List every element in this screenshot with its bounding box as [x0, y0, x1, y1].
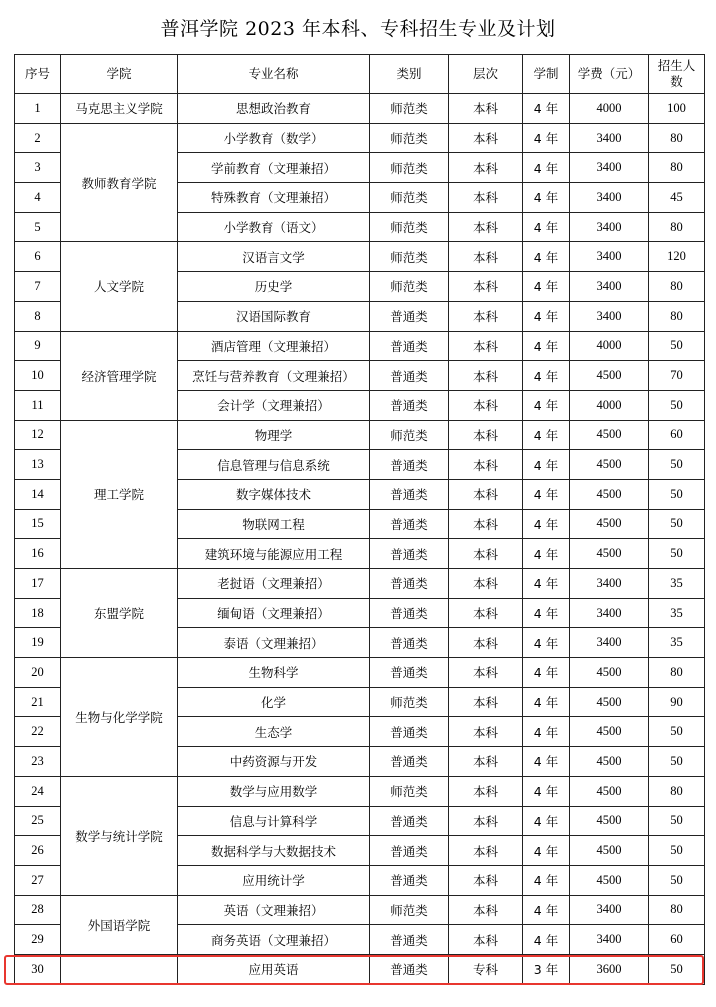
- cell-duration: 4 年: [523, 479, 570, 509]
- cell-seq: 7: [15, 272, 61, 302]
- cell-fee: 4500: [570, 687, 649, 717]
- cell-major: 汉语言文学: [178, 242, 370, 272]
- cell-level: 本科: [449, 272, 523, 302]
- cell-college: 教师教育学院: [61, 123, 178, 242]
- cell-category: 普通类: [370, 479, 449, 509]
- cell-category: 普通类: [370, 390, 449, 420]
- cell-level: 本科: [449, 747, 523, 777]
- cell-category: 普通类: [370, 509, 449, 539]
- cell-duration: 4 年: [523, 331, 570, 361]
- cell-duration: 4 年: [523, 94, 570, 124]
- cell-major: 信息与计算科学: [178, 806, 370, 836]
- cell-category: 师范类: [370, 94, 449, 124]
- cell-major: 缅甸语（文理兼招）: [178, 598, 370, 628]
- cell-level: 本科: [449, 123, 523, 153]
- cell-fee: 4500: [570, 836, 649, 866]
- cell-seq: 29: [15, 925, 61, 955]
- cell-duration: 4 年: [523, 361, 570, 391]
- cell-seq: 23: [15, 747, 61, 777]
- cell-college: 外国语学院: [61, 895, 178, 954]
- cell-category: 普通类: [370, 836, 449, 866]
- cell-category: 普通类: [370, 865, 449, 895]
- cell-quota: 50: [649, 331, 705, 361]
- cell-level: 本科: [449, 658, 523, 688]
- cell-fee: 4000: [570, 331, 649, 361]
- cell-quota: 120: [649, 242, 705, 272]
- cell-college: 人文学院: [61, 242, 178, 331]
- header-level: 层次: [449, 55, 523, 94]
- cell-category: 普通类: [370, 598, 449, 628]
- cell-quota: 80: [649, 658, 705, 688]
- cell-duration: 4 年: [523, 272, 570, 302]
- cell-seq: 28: [15, 895, 61, 925]
- cell-level: 本科: [449, 509, 523, 539]
- cell-quota: 45: [649, 183, 705, 213]
- cell-seq: 21: [15, 687, 61, 717]
- cell-seq: 15: [15, 509, 61, 539]
- cell-major: 历史学: [178, 272, 370, 302]
- cell-seq: 3: [15, 153, 61, 183]
- cell-level: 本科: [449, 569, 523, 599]
- cell-fee: 4500: [570, 865, 649, 895]
- cell-category: 师范类: [370, 242, 449, 272]
- cell-seq: 30: [15, 954, 61, 984]
- cell-level: 本科: [449, 331, 523, 361]
- cell-quota: 50: [649, 539, 705, 569]
- cell-fee: 4500: [570, 747, 649, 777]
- cell-seq: 17: [15, 569, 61, 599]
- cell-quota: 80: [649, 776, 705, 806]
- cell-fee: 4500: [570, 361, 649, 391]
- header-college: 学院: [61, 55, 178, 94]
- cell-quota: 35: [649, 598, 705, 628]
- cell-fee: 4500: [570, 509, 649, 539]
- cell-category: 师范类: [370, 687, 449, 717]
- cell-quota: 50: [649, 865, 705, 895]
- table-body: [15, 94, 705, 985]
- cell-duration: 4 年: [523, 539, 570, 569]
- cell-quota: 90: [649, 687, 705, 717]
- cell-quota: 80: [649, 153, 705, 183]
- cell-quota: 80: [649, 123, 705, 153]
- cell-duration: 4 年: [523, 153, 570, 183]
- cell-major: 信息管理与信息系统: [178, 450, 370, 480]
- cell-duration: 4 年: [523, 509, 570, 539]
- cell-category: 师范类: [370, 776, 449, 806]
- cell-seq: 1: [15, 94, 61, 124]
- cell-fee: 3400: [570, 123, 649, 153]
- cell-fee: 3400: [570, 895, 649, 925]
- cell-major: 泰语（文理兼招）: [178, 628, 370, 658]
- cell-major: 小学教育（数学）: [178, 123, 370, 153]
- cell-fee: 4500: [570, 717, 649, 747]
- cell-level: 本科: [449, 806, 523, 836]
- cell-major: 商务英语（文理兼招）: [178, 925, 370, 955]
- cell-major: 应用英语: [178, 954, 370, 984]
- cell-level: 本科: [449, 628, 523, 658]
- cell-quota: 50: [649, 479, 705, 509]
- cell-duration: 4 年: [523, 390, 570, 420]
- cell-major: 生物科学: [178, 658, 370, 688]
- cell-fee: 3400: [570, 272, 649, 302]
- cell-major: 物理学: [178, 420, 370, 450]
- cell-category: 师范类: [370, 895, 449, 925]
- cell-level: 本科: [449, 687, 523, 717]
- cell-fee: 4500: [570, 776, 649, 806]
- cell-fee: 3400: [570, 183, 649, 213]
- cell-major: 老挝语（文理兼招）: [178, 569, 370, 599]
- cell-seq: 19: [15, 628, 61, 658]
- cell-category: 普通类: [370, 450, 449, 480]
- cell-duration: 4 年: [523, 776, 570, 806]
- cell-level: 本科: [449, 895, 523, 925]
- cell-duration: 4 年: [523, 747, 570, 777]
- cell-major: 特殊教育（文理兼招）: [178, 183, 370, 213]
- cell-seq: 11: [15, 390, 61, 420]
- header-quota: 招生人数: [649, 55, 705, 94]
- cell-duration: 4 年: [523, 301, 570, 331]
- table-row: [15, 123, 705, 153]
- header-seq: 序号: [15, 55, 61, 94]
- cell-level: 本科: [449, 598, 523, 628]
- cell-fee: 4500: [570, 658, 649, 688]
- cell-fee: 3400: [570, 212, 649, 242]
- cell-major: 建筑环境与能源应用工程: [178, 539, 370, 569]
- cell-major: 中药资源与开发: [178, 747, 370, 777]
- cell-level: 本科: [449, 212, 523, 242]
- cell-fee: 3400: [570, 301, 649, 331]
- cell-major: 小学教育（语文）: [178, 212, 370, 242]
- cell-fee: 4500: [570, 420, 649, 450]
- table-row: [15, 658, 705, 688]
- cell-seq: 5: [15, 212, 61, 242]
- cell-college: 马克思主义学院: [61, 94, 178, 124]
- cell-duration: 4 年: [523, 836, 570, 866]
- cell-quota: 50: [649, 717, 705, 747]
- header-fee: 学费（元）: [570, 55, 649, 94]
- cell-seq: 4: [15, 183, 61, 213]
- header-duration: 学制: [523, 55, 570, 94]
- cell-quota: 100: [649, 94, 705, 124]
- cell-major: 烹饪与营养教育（文理兼招）: [178, 361, 370, 391]
- cell-duration: 4 年: [523, 658, 570, 688]
- table-row: [15, 420, 705, 450]
- cell-category: 师范类: [370, 212, 449, 242]
- cell-level: 本科: [449, 183, 523, 213]
- cell-duration: 4 年: [523, 806, 570, 836]
- cell-quota: 60: [649, 420, 705, 450]
- cell-seq: 16: [15, 539, 61, 569]
- cell-quota: 50: [649, 509, 705, 539]
- cell-duration: 4 年: [523, 895, 570, 925]
- header-major: 专业名称: [178, 55, 370, 94]
- enrollment-plan-table: [14, 54, 705, 985]
- cell-fee: 3400: [570, 569, 649, 599]
- cell-seq: 25: [15, 806, 61, 836]
- cell-duration: 4 年: [523, 242, 570, 272]
- cell-category: 师范类: [370, 272, 449, 302]
- cell-quota: 80: [649, 212, 705, 242]
- cell-duration: 4 年: [523, 925, 570, 955]
- table-row: [15, 776, 705, 806]
- cell-quota: 60: [649, 925, 705, 955]
- cell-category: 普通类: [370, 806, 449, 836]
- cell-category: 师范类: [370, 153, 449, 183]
- cell-fee: 4500: [570, 450, 649, 480]
- cell-category: 普通类: [370, 331, 449, 361]
- cell-quota: 35: [649, 569, 705, 599]
- cell-category: 普通类: [370, 628, 449, 658]
- cell-duration: 4 年: [523, 183, 570, 213]
- cell-major: 化学: [178, 687, 370, 717]
- cell-major: 学前教育（文理兼招）: [178, 153, 370, 183]
- header-category: 类别: [370, 55, 449, 94]
- cell-level: 本科: [449, 94, 523, 124]
- cell-seq: 2: [15, 123, 61, 153]
- cell-seq: 9: [15, 331, 61, 361]
- cell-seq: 18: [15, 598, 61, 628]
- cell-quota: 50: [649, 390, 705, 420]
- cell-duration: 4 年: [523, 687, 570, 717]
- table-row: [15, 895, 705, 925]
- table-row: [15, 331, 705, 361]
- cell-seq: 14: [15, 479, 61, 509]
- cell-fee: 3400: [570, 598, 649, 628]
- cell-duration: 3 年: [523, 954, 570, 984]
- cell-category: 普通类: [370, 301, 449, 331]
- cell-fee: 3400: [570, 628, 649, 658]
- cell-seq: 26: [15, 836, 61, 866]
- table-row: [15, 569, 705, 599]
- table-header-row: [15, 55, 705, 94]
- cell-seq: 27: [15, 865, 61, 895]
- cell-major: 英语（文理兼招）: [178, 895, 370, 925]
- cell-level: 本科: [449, 153, 523, 183]
- cell-duration: 4 年: [523, 598, 570, 628]
- cell-category: 普通类: [370, 658, 449, 688]
- cell-duration: 4 年: [523, 717, 570, 747]
- cell-major: 会计学（文理兼招）: [178, 390, 370, 420]
- cell-fee: 4500: [570, 479, 649, 509]
- cell-fee: 3400: [570, 153, 649, 183]
- cell-quota: 50: [649, 806, 705, 836]
- cell-level: 本科: [449, 390, 523, 420]
- cell-category: 普通类: [370, 954, 449, 984]
- cell-college: 理工学院: [61, 420, 178, 568]
- cell-category: 师范类: [370, 183, 449, 213]
- cell-duration: 4 年: [523, 865, 570, 895]
- cell-major: 物联网工程: [178, 509, 370, 539]
- cell-level: 本科: [449, 836, 523, 866]
- cell-duration: 4 年: [523, 212, 570, 242]
- cell-quota: 70: [649, 361, 705, 391]
- cell-category: 普通类: [370, 925, 449, 955]
- cell-category: 师范类: [370, 123, 449, 153]
- cell-seq: 8: [15, 301, 61, 331]
- table-row: [15, 242, 705, 272]
- cell-seq: 22: [15, 717, 61, 747]
- cell-fee: 3400: [570, 925, 649, 955]
- cell-category: 普通类: [370, 747, 449, 777]
- cell-level: 本科: [449, 776, 523, 806]
- cell-major: 数据科学与大数据技术: [178, 836, 370, 866]
- cell-level: 本科: [449, 361, 523, 391]
- cell-quota: 50: [649, 954, 705, 984]
- cell-college: 东盟学院: [61, 569, 178, 658]
- cell-level: 本科: [449, 717, 523, 747]
- cell-level: 本科: [449, 865, 523, 895]
- highlight-box: [4, 955, 704, 985]
- page-title: 普洱学院 2023 年本科、专科招生专业及计划: [160, 18, 556, 40]
- cell-category: 普通类: [370, 569, 449, 599]
- cell-college: 生物与化学学院: [61, 658, 178, 777]
- cell-duration: 4 年: [523, 450, 570, 480]
- cell-major: 酒店管理（文理兼招）: [178, 331, 370, 361]
- table-row: [15, 94, 705, 124]
- cell-level: 本科: [449, 301, 523, 331]
- cell-duration: 4 年: [523, 420, 570, 450]
- cell-level: 本科: [449, 242, 523, 272]
- cell-quota: 80: [649, 272, 705, 302]
- cell-fee: 4000: [570, 390, 649, 420]
- cell-quota: 35: [649, 628, 705, 658]
- cell-level: 本科: [449, 450, 523, 480]
- cell-duration: 4 年: [523, 569, 570, 599]
- cell-category: 普通类: [370, 361, 449, 391]
- cell-seq: 24: [15, 776, 61, 806]
- cell-major: 汉语国际教育: [178, 301, 370, 331]
- cell-level: 本科: [449, 925, 523, 955]
- cell-major: 数学与应用数学: [178, 776, 370, 806]
- cell-quota: 80: [649, 301, 705, 331]
- cell-seq: 20: [15, 658, 61, 688]
- cell-seq: 12: [15, 420, 61, 450]
- cell-major: 应用统计学: [178, 865, 370, 895]
- cell-level: 本科: [449, 420, 523, 450]
- cell-level: 本科: [449, 479, 523, 509]
- cell-college: 数学与统计学院: [61, 776, 178, 895]
- cell-level: 专科: [449, 954, 523, 984]
- cell-category: 普通类: [370, 539, 449, 569]
- cell-quota: 50: [649, 450, 705, 480]
- cell-fee: 3600: [570, 954, 649, 984]
- cell-fee: 4000: [570, 94, 649, 124]
- cell-quota: 50: [649, 836, 705, 866]
- cell-category: 普通类: [370, 717, 449, 747]
- cell-quota: 80: [649, 895, 705, 925]
- cell-college: 经济管理学院: [61, 331, 178, 420]
- cell-major: 思想政治教育: [178, 94, 370, 124]
- cell-seq: 13: [15, 450, 61, 480]
- cell-fee: 4500: [570, 806, 649, 836]
- cell-major: 数字媒体技术: [178, 479, 370, 509]
- cell-seq: 10: [15, 361, 61, 391]
- cell-quota: 50: [649, 747, 705, 777]
- cell-duration: 4 年: [523, 628, 570, 658]
- cell-fee: 4500: [570, 539, 649, 569]
- cell-category: 师范类: [370, 420, 449, 450]
- cell-fee: 3400: [570, 242, 649, 272]
- cell-major: 生态学: [178, 717, 370, 747]
- cell-level: 本科: [449, 539, 523, 569]
- cell-duration: 4 年: [523, 123, 570, 153]
- cell-seq: 6: [15, 242, 61, 272]
